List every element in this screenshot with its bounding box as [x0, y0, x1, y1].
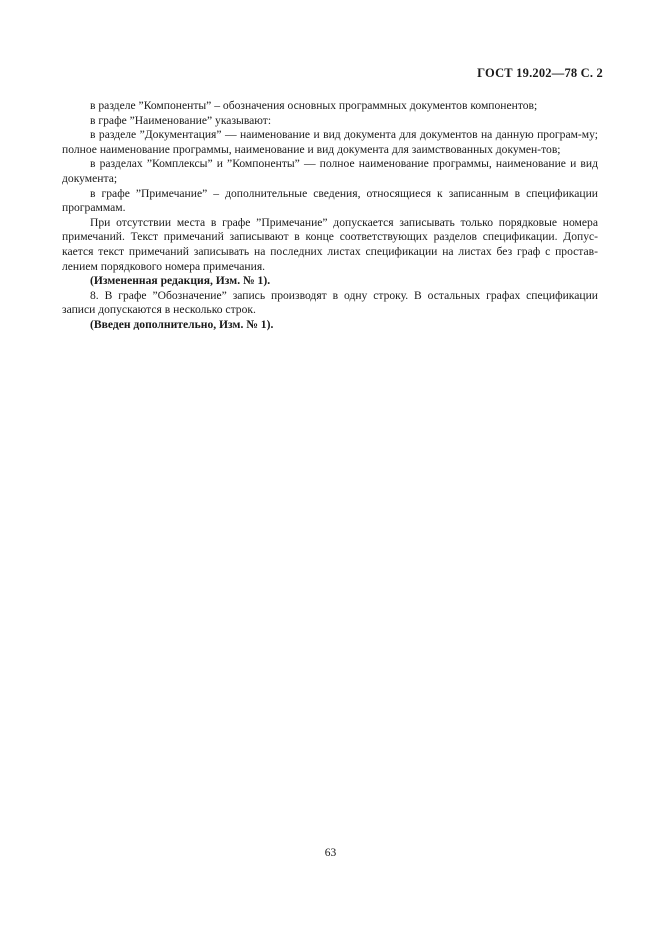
- paragraph-documentation-section: в разделе ”Документация” — наименование и вид документа для документов на данную програм-му; полное наименование программы, наименование и вид документа для заимствованных докумен-тов;: [62, 128, 598, 156]
- paragraph-components-section: в разделе ”Компоненты” – обозначения основных программных документов компонентов;: [90, 99, 538, 112]
- document-body: [62, 99, 598, 333]
- amendment-note-2: (Введен дополнительно, Изм. № 1).: [90, 317, 274, 331]
- paragraph-name-column: в графе ”Наименование” указывают:: [90, 113, 272, 127]
- paragraph-complexes-section: в разделах ”Комплексы” и ”Компоненты” — полное наименование программы, наименование и вид документа;: [62, 157, 598, 185]
- page-number: 63: [324, 847, 337, 859]
- document-reference: ГОСТ 19.202—78 С. 2: [477, 66, 603, 80]
- paragraph-note-column: в графе ”Примечание” – дополнительные сведения, относящиеся к записанным в спецификации программам.: [62, 186, 598, 215]
- paragraph-item-8: 8. В графе ”Обозначение” запись производят в одну строку. В остальных графах спецификации записи допускаются в несколько строк.: [62, 288, 598, 317]
- paragraph-note-space: При отсутствии места в графе ”Примечание” допускается записывать только порядковые номера примечаний. Текст примечаний записывают в конце соответствующих разделов спецификации. Допус-кается текст примечаний записывать на последних листах спецификации на листах без граф с простав-лением порядкового номера примечания.: [62, 215, 598, 273]
- amendment-note-1: (Измененная редакция, Изм. № 1).: [90, 274, 271, 288]
